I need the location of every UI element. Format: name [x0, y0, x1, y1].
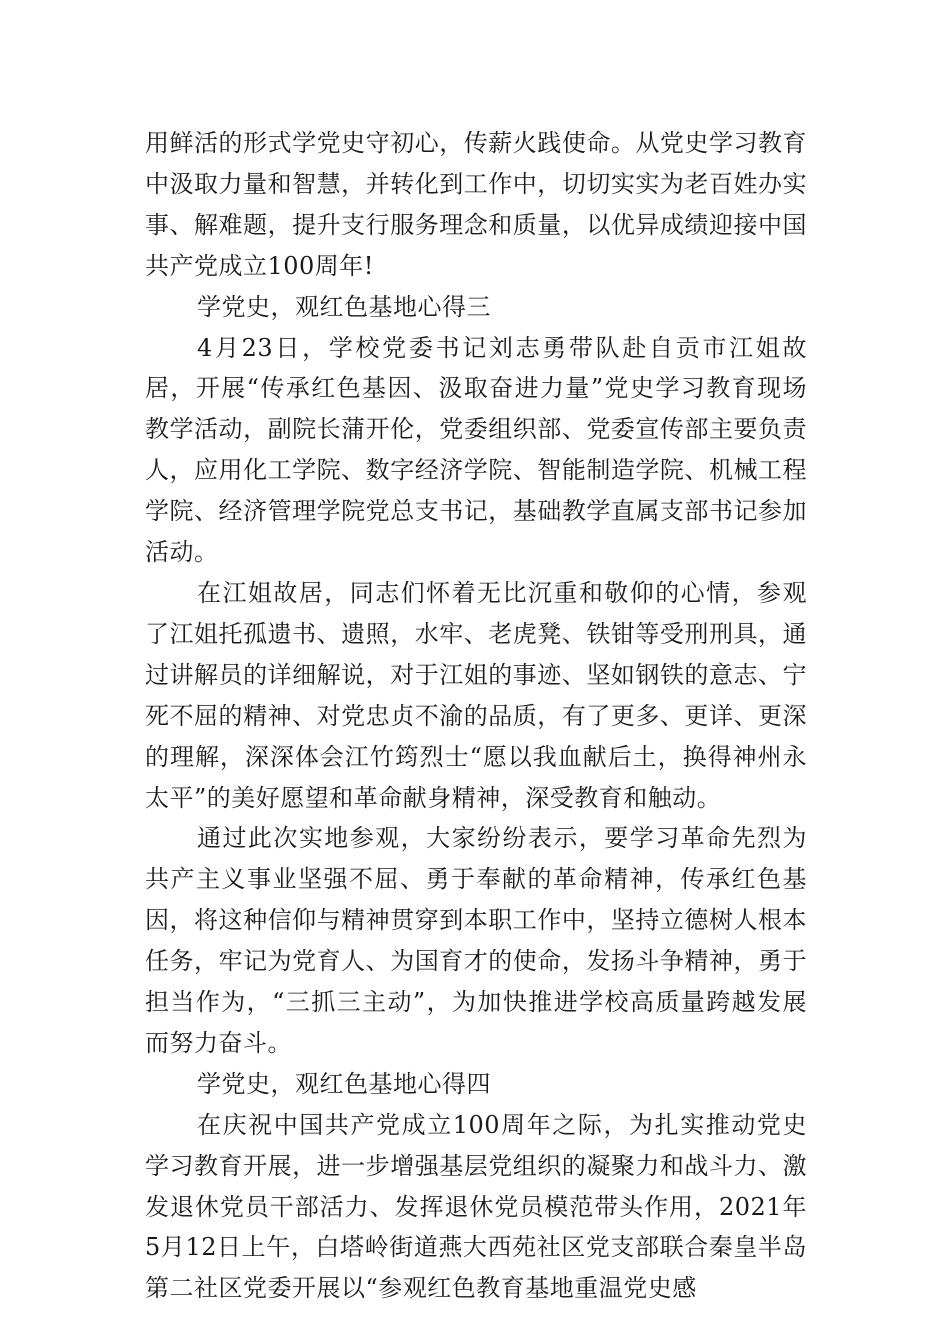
section-heading-four: 学党史，观红色基地心得四 — [197, 1069, 491, 1098]
paragraph-intro-continuation: 用鲜活的形式学党史守初心，传薪火践使命。从党史学习教育中汲取力量和智慧，并转化到工作中，切切实实为老百姓办实事、解难题，提升支行服务理念和质量，以优异成绩迎接中国共产党成立100周年! — [145, 129, 807, 280]
paragraph-visit-event: 4月23日，学校党委书记刘志勇带队赴自贡市江姐故居，开展“传承红色基因、汲取奋进力量”党史学习教育现场教学活动，副院长蒲开伦，党委组织部、党委宣传部主要负责人，应用化工学院、数字经济学院、智能制造学院、机械工程学院、经济管理学院党总支书记，基础教学直属支部书记参加活动。 — [145, 333, 807, 567]
paragraph-visit-details: 在江姐故居，同志们怀着无比沉重和敬仰的心情，参观了江姐托孤遗书、遗照，水牢、老虎凳、铁钳等受刑刑具，通过讲解员的详细解说，对于江姐的事迹、坚如钢铁的意志、宁死不屈的精神、对党忠贞不渝的品质，有了更多、更详、更深的理解，深深体会江竹筠烈士“愿以我血献后土，换得神州永太平”的美好愿望和革命献身精神，深受教育和触动。 — [145, 578, 807, 812]
section-heading-three: 学党史，观红色基地心得三 — [197, 292, 491, 321]
paragraph-celebration: 在庆祝中国共产党成立100周年之际，为扎实推动党史学习教育开展，进一步增强基层党组织的凝聚力和战斗力、激发退休党员干部活力、发挥退休党员模范带头作用，2021年5月12日上午，白塔岭街道燕大西苑社区党支部联合秦皇半岛第二社区党委开展以“参观红色教育基地重温党史感 — [145, 1110, 807, 1303]
document-page — [145, 123, 807, 1309]
paragraph-reflection: 通过此次实地参观，大家纷纷表示，要学习革命先烈为共产主义事业坚强不屈、勇于奉献的革命精神，传承红色基因，将这种信仰与精神贯穿到本职工作中，坚持立德树人根本任务，牢记为党育人、为国育才的使命，发扬斗争精神，勇于担当作为，“三抓三主动”，为加快推进学校高质量跨越发展而努力奋斗。 — [145, 824, 807, 1057]
